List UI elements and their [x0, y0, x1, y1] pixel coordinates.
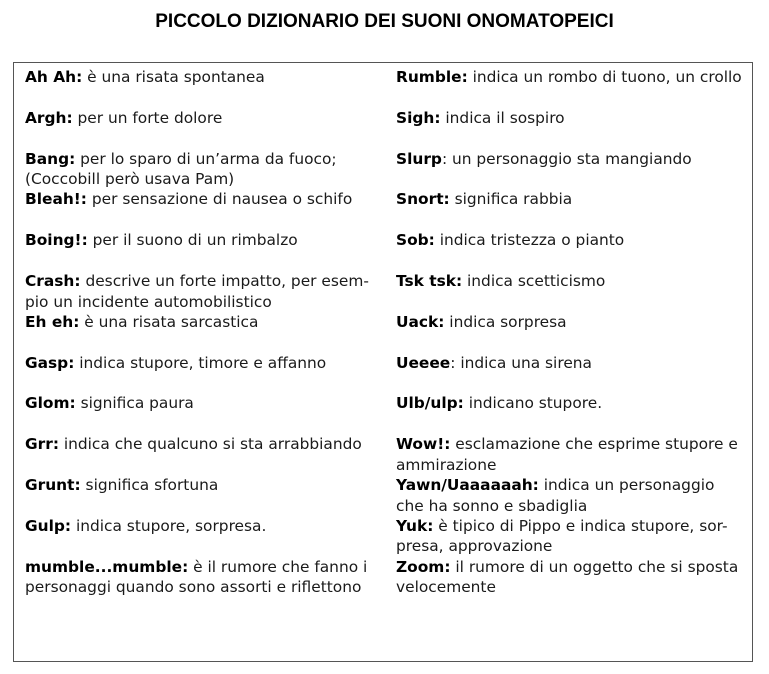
dictionary-entry [25, 353, 385, 374]
entry-line [25, 108, 385, 129]
dictionary-entry [396, 475, 752, 516]
entry-term: Bang: [25, 149, 76, 168]
entry-term: mumble...mumble: [25, 557, 189, 576]
entry-line [25, 516, 385, 537]
entry-term: Ueeee [396, 353, 451, 372]
entry-definition: indica il sospiro [440, 108, 565, 127]
dictionary-entry [396, 434, 752, 475]
entry-line [396, 67, 752, 88]
dictionary-entry [25, 67, 385, 88]
entry-definition: per sensazione di nausea o schifo [86, 190, 353, 209]
entry-line [25, 292, 385, 313]
entry-definition: descrive un forte impatto, per esem- [80, 272, 369, 290]
entry-term: Tsk tsk: [396, 272, 463, 290]
entry-term: Argh: [25, 108, 73, 127]
entry-definition: per il suono di un rimbalzo [87, 231, 298, 250]
dictionary-entry [396, 230, 752, 251]
dictionary-entry [25, 271, 385, 312]
entry-term: Gasp: [25, 353, 75, 372]
entry-term: Sigh: [396, 108, 441, 127]
entry-line [396, 271, 752, 292]
entry-line [396, 577, 752, 598]
dictionary-entry [396, 557, 752, 598]
entry-line [396, 353, 752, 374]
entry-line [25, 475, 385, 496]
entry-term: Snort: [396, 190, 450, 209]
entry-term: Wow!: [396, 435, 451, 454]
dictionary-entry [25, 434, 385, 455]
entry-line [396, 108, 752, 129]
entry-term: Yuk: [396, 516, 434, 535]
entry-term: Ah Ah: [25, 68, 83, 86]
entry-term: Bleah!: [25, 190, 87, 209]
entry-term: Crash: [25, 272, 81, 290]
entry-line [396, 149, 752, 170]
dictionary-entry [25, 475, 385, 496]
entry-line [25, 434, 385, 455]
entry-term: Rumble: [396, 68, 468, 86]
entry-definition: indica stupore, sorpresa. [71, 516, 267, 535]
entry-definition: significa sfortuna [80, 476, 219, 494]
entry-definition: è una risata sarcastica [79, 312, 259, 331]
entry-definition: è il rumore che fanno i [188, 557, 368, 576]
entry-line [396, 230, 752, 251]
entry-line [25, 577, 385, 598]
entry-definition: personaggi quando sono assorti e riflettono [25, 578, 362, 597]
entry-definition: per un forte dolore [72, 108, 223, 127]
entry-definition: velocemente [396, 578, 496, 597]
entry-term: Sob: [396, 231, 435, 250]
entry-definition: indica che qualcuno si sta arrabbiando [58, 435, 362, 454]
entry-line [25, 189, 385, 210]
entry-definition: è tipico di Pippo e indica stupore, sor- [433, 516, 728, 535]
entry-term: Glom: [25, 394, 76, 413]
dictionary-entry [25, 189, 385, 210]
entry-line [25, 557, 385, 578]
entry-definition: indica stupore, timore e affanno [74, 353, 327, 372]
entry-term: Slurp [396, 149, 442, 168]
entry-line [396, 536, 752, 557]
entry-definition: indica tristezza o pianto [434, 231, 625, 250]
entry-line [25, 230, 385, 251]
entry-line [396, 312, 752, 333]
entry-definition: indica sorpresa [444, 312, 567, 331]
dictionary-entry [396, 149, 752, 170]
entry-definition: ammirazione [396, 455, 497, 474]
entry-definition: : indica una sirena [450, 353, 592, 372]
entry-definition: indicano stupore. [463, 394, 603, 413]
entry-definition: il rumore di un oggetto che si sposta [450, 557, 739, 576]
entry-line [25, 312, 385, 333]
dictionary-entry [396, 271, 752, 292]
entry-definition: indica un rombo di tuono, un crollo [467, 68, 742, 86]
entry-definition: indica un personaggio [538, 476, 715, 494]
entry-definition: presa, approvazione [396, 537, 553, 556]
dictionary-entry [25, 516, 385, 537]
entry-definition: che ha sonno e sbadiglia [396, 496, 588, 515]
dictionary-entry [396, 353, 752, 374]
entry-term: Uack: [396, 312, 445, 331]
dictionary-entry [25, 230, 385, 251]
entry-definition: indica scetticismo [462, 272, 606, 290]
entry-line [396, 393, 752, 414]
dictionary-box [13, 62, 753, 662]
entry-line [396, 455, 752, 476]
entry-term: Yawn/Uaaaaaah: [396, 476, 539, 494]
entry-definition: esclamazione che esprime stupore e [450, 435, 738, 454]
dictionary-entry [396, 393, 752, 414]
entry-line [396, 475, 752, 496]
dictionary-entry [396, 108, 752, 129]
entry-term: Boing!: [25, 231, 88, 250]
entry-definition: è una risata spontanea [82, 68, 265, 86]
dictionary-entry [25, 393, 385, 414]
dictionary-entry [25, 557, 385, 598]
entry-term: Gulp: [25, 516, 72, 535]
dictionary-entry [396, 67, 752, 88]
entry-line [25, 353, 385, 374]
entry-term: Grunt: [25, 476, 81, 494]
page-title: PICCOLO DIZIONARIO DEI SUONI ONOMATOPEICI [155, 11, 614, 32]
dictionary-entry [396, 516, 752, 557]
entry-line [25, 67, 385, 88]
entry-term: Grr: [25, 435, 59, 454]
dictionary-entry [396, 189, 752, 210]
entry-line [25, 149, 385, 170]
entry-term: Zoom: [396, 557, 451, 576]
entry-definition: significa paura [75, 394, 194, 413]
entry-line [25, 169, 385, 190]
entry-definition: : un personaggio sta mangiando [441, 149, 692, 168]
dictionary-entry [25, 108, 385, 129]
entry-definition: per lo sparo di un’arma da fuoco; [75, 149, 337, 168]
entry-line [396, 516, 752, 537]
entry-line [396, 434, 752, 455]
entry-line [396, 496, 752, 517]
entry-term: Ulb/ulp: [396, 394, 464, 413]
dictionary-entry [396, 312, 752, 333]
entry-line [25, 271, 385, 292]
dictionary-entry [25, 312, 385, 333]
dictionary-entry [25, 149, 385, 190]
entry-definition: pio un incidente automobilistico [25, 292, 272, 311]
entry-line [396, 189, 752, 210]
entry-line [25, 393, 385, 414]
entry-term: Eh eh: [25, 312, 80, 331]
entry-definition: (Coccobill però usava Pam) [25, 170, 235, 189]
entry-definition: significa rabbia [449, 190, 573, 209]
entry-line [396, 557, 752, 578]
